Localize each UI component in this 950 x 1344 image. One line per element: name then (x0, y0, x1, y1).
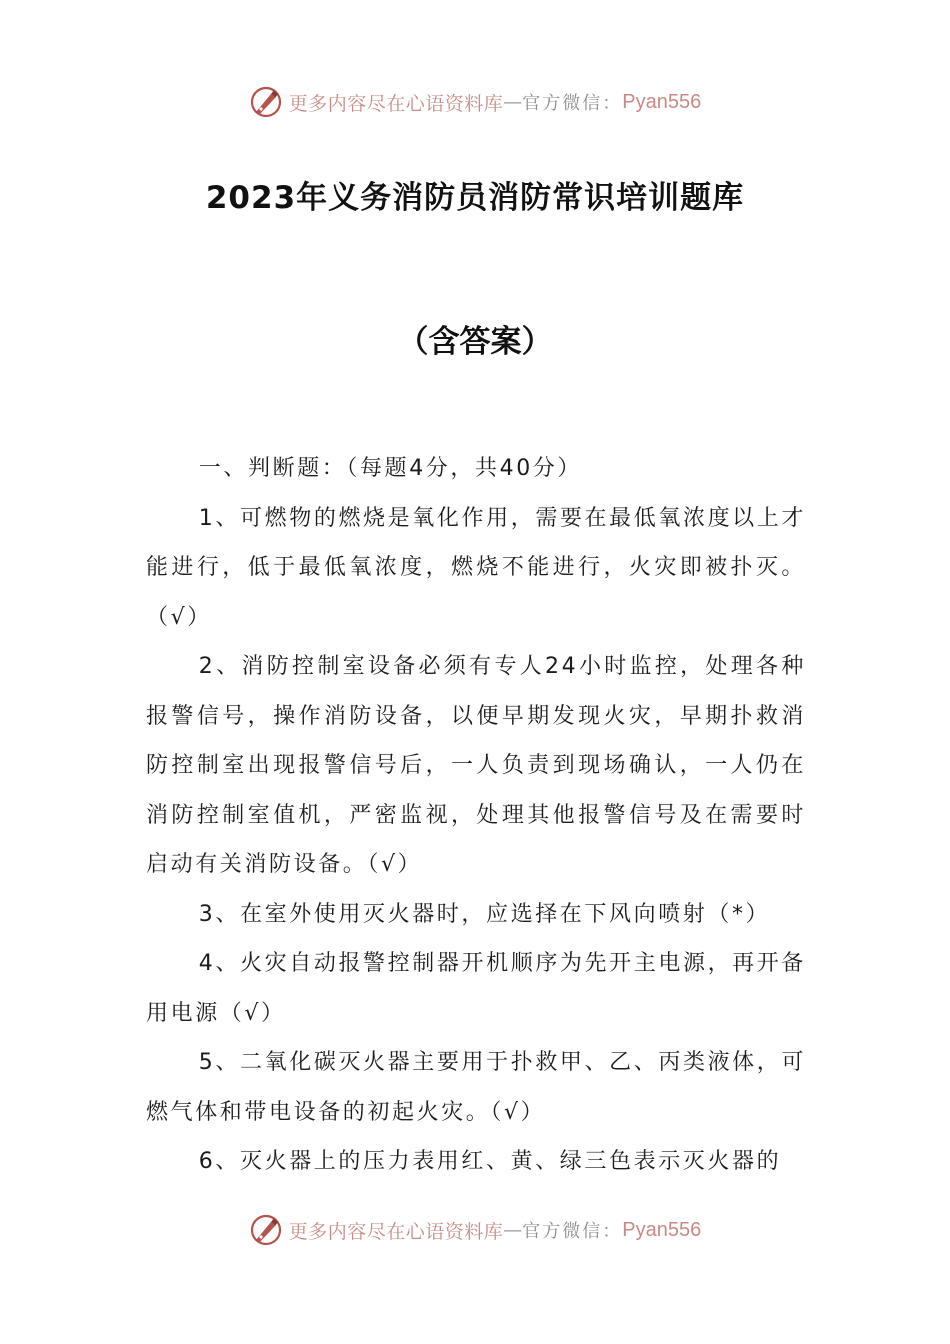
pen-nib-logo-icon (249, 1213, 283, 1247)
document-body (146, 444, 806, 1187)
section-heading: 一、判断题：（每题4分，共40分） (198, 456, 582, 481)
question-item: 2、消防控制室设备必须有专人24小时监控，处理各种报警信号，操作消防设备，以便早期发现火灾，早期扑救消防控制室出现报警信号后，一人负责到现场确认，一人仍在消防控制室值机，严密监视，处理其他报警信号及在需要时启动有关消防设备。（√） (146, 654, 806, 877)
document-title: 2023年义务消防员消防常识培训题库 (205, 180, 745, 216)
banner-separator: — (503, 1219, 523, 1241)
question-item: 4、火灾自动报警控制器开机顺序为先开主电源，再开备用电源（√） (146, 951, 806, 1026)
banner-wechat-id: Pyan556 (622, 1218, 702, 1241)
document-subtitle: （含答案） (397, 324, 553, 360)
banner-wechat-label: 官方微信： (522, 1221, 623, 1242)
question-item: 1、可燃物的燃烧是氧化作用，需要在最低氧浓度以上才能进行，低于最低氧浓度，燃烧不能进行，火灾即被扑灭。（√） (146, 505, 806, 630)
banner-text: 更多内容尽在心语资料库 (288, 1220, 504, 1243)
header-banner (0, 82, 950, 122)
question-item: 6、灭火器上的压力表用红、黄、绿三色表示灭火器的 (198, 1149, 782, 1174)
banner-wechat-label: 官方微信： (522, 93, 623, 114)
pen-nib-logo-icon (249, 85, 283, 119)
banner-separator: — (503, 91, 523, 113)
banner-wechat-id: Pyan556 (622, 90, 702, 113)
footer-banner (0, 1210, 950, 1250)
question-item: 5、二氧化碳灭火器主要用于扑救甲、乙、丙类液体，可燃气体和带电设备的初起火灾。（√） (146, 1050, 806, 1125)
banner-text: 更多内容尽在心语资料库 (288, 92, 504, 115)
question-item: 3、在室外使用灭火器时，应选择在下风向喷射（*） (198, 901, 771, 927)
